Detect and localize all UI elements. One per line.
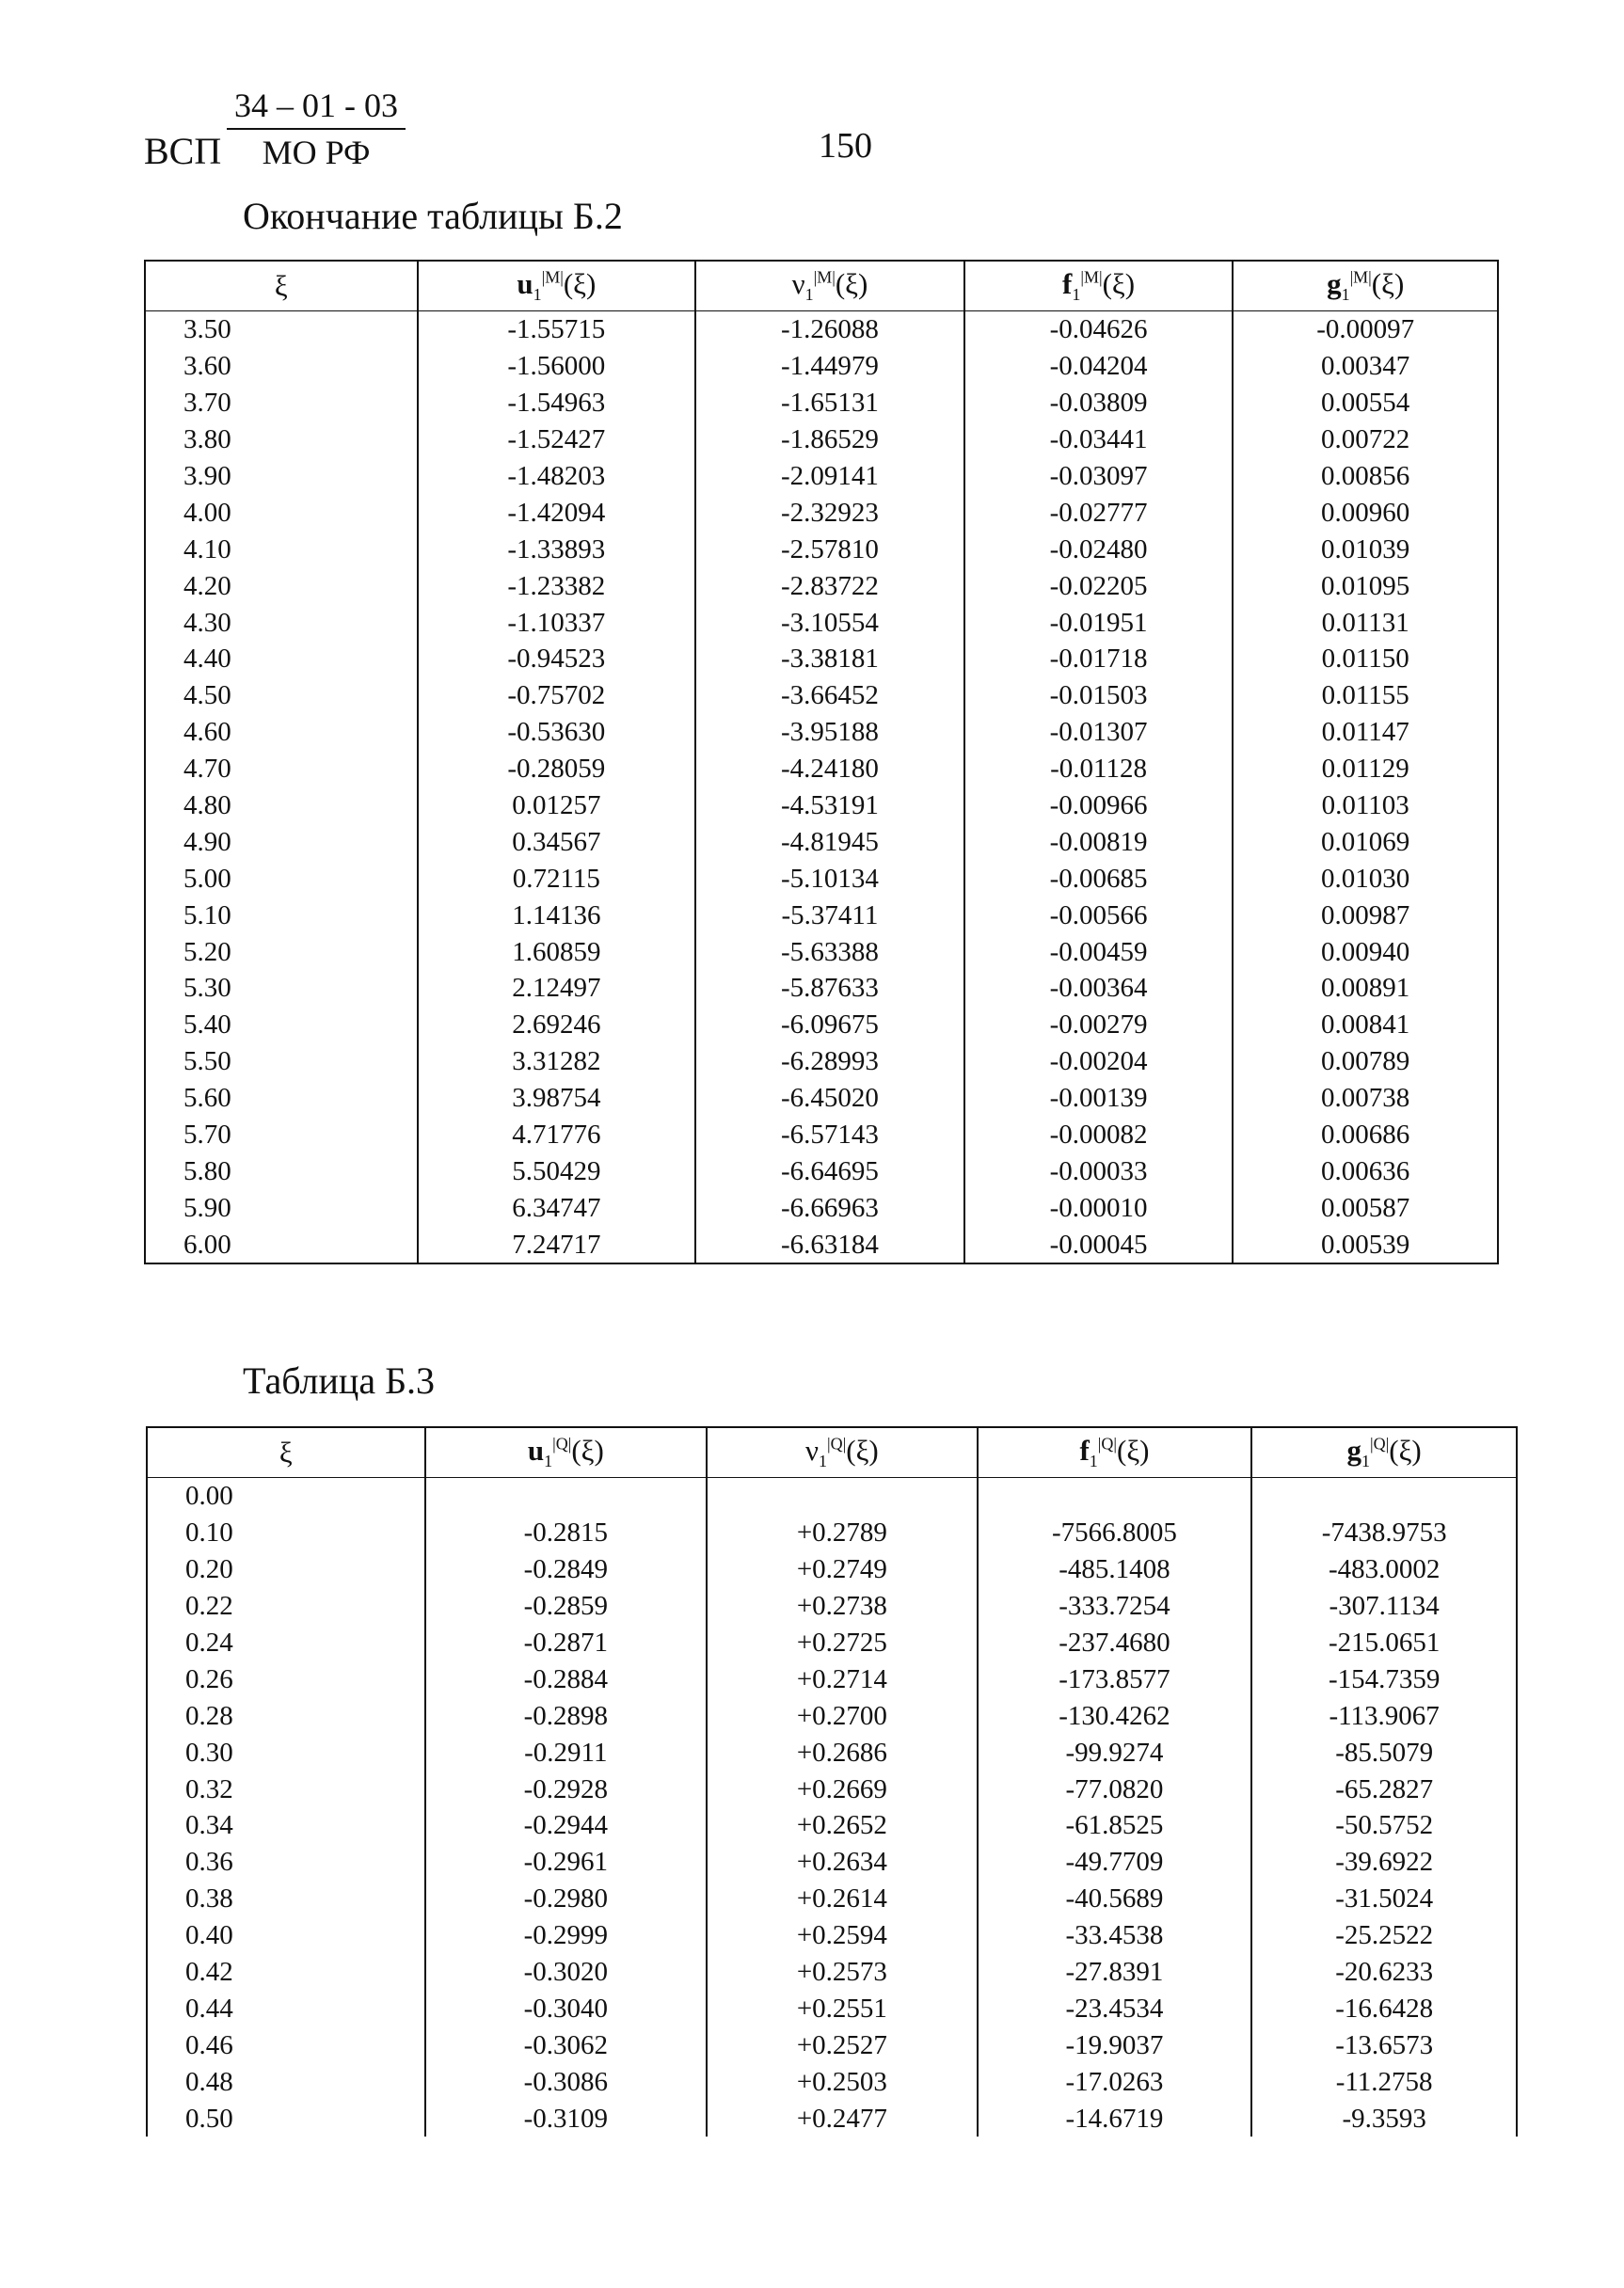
cell-xi: 5.30 (145, 970, 418, 1007)
doc-code-fraction (227, 87, 406, 171)
cell-f: -49.7709 (978, 1844, 1252, 1881)
cell-g: 0.01095 (1233, 567, 1498, 604)
cell-u: -0.2859 (425, 1588, 708, 1625)
cell-g: 0.01155 (1233, 677, 1498, 714)
cell-xi: 3.70 (145, 385, 418, 421)
cell-xi: 0.38 (147, 1881, 425, 1917)
cell-u: -0.3020 (425, 1954, 708, 1991)
table-row (145, 1189, 1498, 1226)
cell-v: +0.2614 (707, 1881, 978, 1917)
cell-f: -0.00010 (964, 1189, 1234, 1226)
column-header-g: $g_1^{|Q|}(\xi)$ (1251, 1427, 1517, 1478)
cell-xi: 0.26 (147, 1660, 425, 1697)
cell-f: -33.4538 (978, 1917, 1252, 1954)
table-row (145, 348, 1498, 385)
cell-f: -0.03809 (964, 385, 1234, 421)
cell-g: 0.00789 (1233, 1043, 1498, 1080)
column-header-g: $g_1^{|M|}(\xi)$ (1233, 261, 1498, 311)
cell-g: 0.00554 (1233, 385, 1498, 421)
cell-g: -154.7359 (1251, 1660, 1517, 1697)
cell-f: -0.01128 (964, 751, 1234, 787)
cell-v: -5.10134 (695, 860, 964, 897)
cell-v: -2.57810 (695, 531, 964, 567)
cell-v: -1.44979 (695, 348, 964, 385)
table-row (145, 823, 1498, 860)
cell-v: +0.2477 (707, 2100, 978, 2137)
cell-g: -16.6428 (1251, 1990, 1517, 2026)
cell-v: -5.37411 (695, 897, 964, 933)
cell-v: -3.10554 (695, 604, 964, 641)
cell-f: -99.9274 (978, 1734, 1252, 1771)
column-header-v: $\nu_1^{|M|}(\xi)$ (695, 261, 964, 311)
cell-v: +0.2669 (707, 1771, 978, 1807)
table-row (147, 1625, 1517, 1661)
cell-xi: 4.30 (145, 604, 418, 641)
column-header-xi: ξ (145, 261, 418, 311)
cell-f (978, 1478, 1252, 1515)
cell-v (707, 1478, 978, 1515)
cell-f: -7566.8005 (978, 1515, 1252, 1551)
cell-g: -113.9067 (1251, 1697, 1517, 1734)
cell-f: -0.01718 (964, 641, 1234, 677)
table-row (145, 970, 1498, 1007)
cell-u: 2.12497 (418, 970, 696, 1007)
column-header-f: $f_1^{|Q|}(\xi)$ (978, 1427, 1252, 1478)
table-row (147, 2063, 1517, 2100)
cell-v: -6.28993 (695, 1043, 964, 1080)
cell-xi: 0.46 (147, 2026, 425, 2063)
cell-xi: 4.80 (145, 787, 418, 824)
cell-xi: 5.50 (145, 1043, 418, 1080)
cell-v: -6.45020 (695, 1080, 964, 1117)
cell-v: -5.63388 (695, 933, 964, 970)
cell-f: -40.5689 (978, 1881, 1252, 1917)
cell-f: -0.00819 (964, 823, 1234, 860)
cell-xi: 0.22 (147, 1588, 425, 1625)
cell-f: -17.0263 (978, 2063, 1252, 2100)
cell-f: -0.00364 (964, 970, 1234, 1007)
cell-u: 3.31282 (418, 1043, 696, 1080)
cell-g: -39.6922 (1251, 1844, 1517, 1881)
cell-v: -6.57143 (695, 1117, 964, 1153)
cell-u: -0.3086 (425, 2063, 708, 2100)
cell-v: -2.83722 (695, 567, 964, 604)
cell-g: 0.00841 (1233, 1007, 1498, 1043)
cell-f: -0.03441 (964, 421, 1234, 458)
cell-u: -0.3109 (425, 2100, 708, 2137)
table-row (147, 1515, 1517, 1551)
table-row (147, 1844, 1517, 1881)
cell-f: -485.1408 (978, 1551, 1252, 1588)
table-b2-body (145, 311, 1498, 1264)
cell-u: -1.10337 (418, 604, 696, 641)
cell-f: -61.8525 (978, 1807, 1252, 1844)
cell-v: +0.2503 (707, 2063, 978, 2100)
column-header-xi: ξ (147, 1427, 425, 1478)
table-row (145, 604, 1498, 641)
table-row (145, 1080, 1498, 1117)
table-row (145, 494, 1498, 531)
cell-xi: 0.44 (147, 1990, 425, 2026)
cell-u: -0.2928 (425, 1771, 708, 1807)
cell-u: -1.48203 (418, 458, 696, 495)
cell-g: 0.00686 (1233, 1117, 1498, 1153)
table-b3-caption: Таблица Б.3 (243, 1359, 436, 1402)
cell-f: -77.0820 (978, 1771, 1252, 1807)
cell-u: 5.50429 (418, 1152, 696, 1189)
cell-xi: 0.10 (147, 1515, 425, 1551)
column-header-v: $\nu_1^{|Q|}(\xi)$ (707, 1427, 978, 1478)
cell-xi: 3.60 (145, 348, 418, 385)
cell-f: -0.00082 (964, 1117, 1234, 1153)
cell-v: +0.2749 (707, 1551, 978, 1588)
cell-xi: 0.20 (147, 1551, 425, 1588)
cell-xi: 4.60 (145, 714, 418, 751)
table-row (145, 1007, 1498, 1043)
cell-g: 0.01103 (1233, 787, 1498, 824)
table-row (145, 860, 1498, 897)
fraction-bar (227, 128, 406, 130)
column-header-u: $u_1^{|M|}(\xi)$ (418, 261, 696, 311)
cell-v: -4.53191 (695, 787, 964, 824)
cell-g: -25.2522 (1251, 1917, 1517, 1954)
table-row (145, 458, 1498, 495)
cell-v: -3.66452 (695, 677, 964, 714)
cell-g: 0.00636 (1233, 1152, 1498, 1189)
cell-xi: 4.10 (145, 531, 418, 567)
table-row (147, 1734, 1517, 1771)
cell-xi: 0.42 (147, 1954, 425, 1991)
table-row (147, 1551, 1517, 1588)
table-row (145, 751, 1498, 787)
cell-u: -1.42094 (418, 494, 696, 531)
cell-f: -14.6719 (978, 2100, 1252, 2137)
cell-f: -0.04626 (964, 311, 1234, 348)
cell-g: 0.00738 (1233, 1080, 1498, 1117)
cell-f: -333.7254 (978, 1588, 1252, 1625)
cell-v: -1.65131 (695, 385, 964, 421)
cell-f: -0.00279 (964, 1007, 1234, 1043)
cell-g: -11.2758 (1251, 2063, 1517, 2100)
cell-u: -0.28059 (418, 751, 696, 787)
cell-f: -0.02205 (964, 567, 1234, 604)
cell-xi: 5.80 (145, 1152, 418, 1189)
cell-u: -0.2898 (425, 1697, 708, 1734)
cell-g: -20.6233 (1251, 1954, 1517, 1991)
cell-xi: 0.40 (147, 1917, 425, 1954)
cell-u: -0.2884 (425, 1660, 708, 1697)
cell-g: 0.00987 (1233, 897, 1498, 933)
cell-g: 0.00722 (1233, 421, 1498, 458)
cell-u: -1.55715 (418, 311, 696, 348)
cell-f: -19.9037 (978, 2026, 1252, 2063)
cell-g: -31.5024 (1251, 1881, 1517, 1917)
cell-g: 0.00539 (1233, 1226, 1498, 1263)
table-row (145, 311, 1498, 348)
cell-v: -1.86529 (695, 421, 964, 458)
cell-g (1251, 1478, 1517, 1515)
cell-u: -1.33893 (418, 531, 696, 567)
cell-v: -6.63184 (695, 1226, 964, 1263)
cell-xi: 4.50 (145, 677, 418, 714)
cell-f: -0.00966 (964, 787, 1234, 824)
cell-f: -0.00459 (964, 933, 1234, 970)
cell-g: 0.01069 (1233, 823, 1498, 860)
cell-xi: 3.50 (145, 311, 418, 348)
cell-v: +0.2634 (707, 1844, 978, 1881)
cell-v: +0.2714 (707, 1660, 978, 1697)
cell-xi: 0.28 (147, 1697, 425, 1734)
cell-v: -1.26088 (695, 311, 964, 348)
table-row (147, 2026, 1517, 2063)
cell-u: 7.24717 (418, 1226, 696, 1263)
cell-v: +0.2738 (707, 1588, 978, 1625)
cell-v: +0.2652 (707, 1807, 978, 1844)
cell-u: 0.34567 (418, 823, 696, 860)
cell-xi: 4.00 (145, 494, 418, 531)
cell-g: -9.3593 (1251, 2100, 1517, 2137)
cell-g: 0.00960 (1233, 494, 1498, 531)
cell-u: -0.94523 (418, 641, 696, 677)
cell-v: -2.09141 (695, 458, 964, 495)
cell-xi: 5.00 (145, 860, 418, 897)
cell-v: -6.09675 (695, 1007, 964, 1043)
cell-u: -0.53630 (418, 714, 696, 751)
cell-u: 0.01257 (418, 787, 696, 824)
cell-xi: 4.70 (145, 751, 418, 787)
cell-u: -0.2961 (425, 1844, 708, 1881)
doc-code-denominator: МО РФ (262, 134, 371, 171)
table-b3 (146, 1426, 1518, 2137)
table-row (145, 714, 1498, 751)
table-row (147, 1881, 1517, 1917)
cell-xi: 0.30 (147, 1734, 425, 1771)
cell-g: 0.01129 (1233, 751, 1498, 787)
cell-v: +0.2594 (707, 1917, 978, 1954)
cell-v: +0.2551 (707, 1990, 978, 2026)
cell-f: -0.02480 (964, 531, 1234, 567)
cell-u: -0.2911 (425, 1734, 708, 1771)
cell-u: -1.23382 (418, 567, 696, 604)
cell-f: -0.00033 (964, 1152, 1234, 1189)
cell-g: -307.1134 (1251, 1588, 1517, 1625)
cell-xi: 0.32 (147, 1771, 425, 1807)
cell-f: -0.00139 (964, 1080, 1234, 1117)
table-row (145, 531, 1498, 567)
cell-g: 0.01150 (1233, 641, 1498, 677)
cell-u: 2.69246 (418, 1007, 696, 1043)
table-row (147, 1807, 1517, 1844)
cell-g: -215.0651 (1251, 1625, 1517, 1661)
cell-v: -3.95188 (695, 714, 964, 751)
cell-xi: 3.90 (145, 458, 418, 495)
column-header-u: $u_1^{|Q|}(\xi)$ (425, 1427, 708, 1478)
cell-u: 1.60859 (418, 933, 696, 970)
table-b2-caption: Окончание таблицы Б.2 (243, 195, 623, 237)
cell-f: -0.01503 (964, 677, 1234, 714)
cell-xi: 5.20 (145, 933, 418, 970)
cell-xi: 0.00 (147, 1478, 425, 1515)
table-row (147, 1771, 1517, 1807)
cell-u: 3.98754 (418, 1080, 696, 1117)
table-row (145, 567, 1498, 604)
table-row (145, 1226, 1498, 1263)
cell-xi: 5.90 (145, 1189, 418, 1226)
table-row (147, 1954, 1517, 1991)
cell-v: -4.81945 (695, 823, 964, 860)
cell-u: -0.75702 (418, 677, 696, 714)
cell-u: -0.2980 (425, 1881, 708, 1917)
cell-f: -0.00566 (964, 897, 1234, 933)
cell-u: 4.71776 (418, 1117, 696, 1153)
cell-u: -0.3040 (425, 1990, 708, 2026)
table-row (145, 897, 1498, 933)
cell-f: -0.04204 (964, 348, 1234, 385)
cell-g: -50.5752 (1251, 1807, 1517, 1844)
page-number: 150 (819, 126, 872, 166)
cell-f: -27.8391 (978, 1954, 1252, 1991)
cell-g: -85.5079 (1251, 1734, 1517, 1771)
cell-g: -65.2827 (1251, 1771, 1517, 1807)
table-row (147, 1697, 1517, 1734)
cell-xi: 4.90 (145, 823, 418, 860)
cell-xi: 0.36 (147, 1844, 425, 1881)
cell-v: +0.2686 (707, 1734, 978, 1771)
cell-v: -6.64695 (695, 1152, 964, 1189)
cell-f: -0.01951 (964, 604, 1234, 641)
cell-xi: 0.24 (147, 1625, 425, 1661)
cell-v: -3.38181 (695, 641, 964, 677)
cell-g: -483.0002 (1251, 1551, 1517, 1588)
cell-xi: 0.48 (147, 2063, 425, 2100)
cell-f: -130.4262 (978, 1697, 1252, 1734)
cell-v: +0.2789 (707, 1515, 978, 1551)
cell-v: +0.2573 (707, 1954, 978, 1991)
cell-g: 0.00347 (1233, 348, 1498, 385)
table-row (145, 641, 1498, 677)
table-b2 (144, 260, 1499, 1264)
cell-v: -5.87633 (695, 970, 964, 1007)
cell-f: -237.4680 (978, 1625, 1252, 1661)
cell-f: -0.00204 (964, 1043, 1234, 1080)
cell-xi: 0.50 (147, 2100, 425, 2137)
cell-xi: 5.10 (145, 897, 418, 933)
cell-v: -2.32923 (695, 494, 964, 531)
cell-f: -23.4534 (978, 1990, 1252, 2026)
table-row (145, 787, 1498, 824)
table-row (145, 1117, 1498, 1153)
cell-g: 0.00891 (1233, 970, 1498, 1007)
cell-g: 0.01147 (1233, 714, 1498, 751)
table-row (145, 1152, 1498, 1189)
cell-g: 0.00940 (1233, 933, 1498, 970)
cell-g: 0.01039 (1233, 531, 1498, 567)
cell-u: -0.2815 (425, 1515, 708, 1551)
cell-g: 0.01030 (1233, 860, 1498, 897)
column-header-f: $f_1^{|M|}(\xi)$ (964, 261, 1234, 311)
cell-g: -13.6573 (1251, 2026, 1517, 2063)
cell-u (425, 1478, 708, 1515)
cell-u: -1.52427 (418, 421, 696, 458)
cell-xi: 5.60 (145, 1080, 418, 1117)
cell-f: -0.02777 (964, 494, 1234, 531)
table-row (147, 1917, 1517, 1954)
cell-u: -0.2849 (425, 1551, 708, 1588)
table-row (145, 677, 1498, 714)
cell-xi: 5.70 (145, 1117, 418, 1153)
table-b3-body (147, 1478, 1517, 2137)
table-header-row (147, 1427, 1517, 1478)
cell-u: -1.56000 (418, 348, 696, 385)
cell-u: -0.2871 (425, 1625, 708, 1661)
table-row (145, 933, 1498, 970)
table-row (147, 2100, 1517, 2137)
table-row (145, 1043, 1498, 1080)
cell-g: 0.01131 (1233, 604, 1498, 641)
cell-f: -173.8577 (978, 1660, 1252, 1697)
cell-xi: 3.80 (145, 421, 418, 458)
cell-xi: 0.34 (147, 1807, 425, 1844)
cell-u: -1.54963 (418, 385, 696, 421)
cell-u: -0.3062 (425, 2026, 708, 2063)
table-row (145, 421, 1498, 458)
cell-xi: 6.00 (145, 1226, 418, 1263)
doc-code-prefix: ВСП (144, 130, 222, 172)
cell-f: -0.01307 (964, 714, 1234, 751)
cell-v: -4.24180 (695, 751, 964, 787)
cell-xi: 4.20 (145, 567, 418, 604)
cell-u: 0.72115 (418, 860, 696, 897)
cell-u: 6.34747 (418, 1189, 696, 1226)
table-row (147, 1478, 1517, 1515)
cell-v: +0.2527 (707, 2026, 978, 2063)
cell-u: -0.2999 (425, 1917, 708, 1954)
cell-f: -0.00685 (964, 860, 1234, 897)
cell-xi: 4.40 (145, 641, 418, 677)
cell-f: -0.00045 (964, 1226, 1234, 1263)
cell-v: +0.2700 (707, 1697, 978, 1734)
table-row (147, 1660, 1517, 1697)
table-header-row (145, 261, 1498, 311)
cell-f: -0.03097 (964, 458, 1234, 495)
table-row (147, 1990, 1517, 2026)
table-row (145, 385, 1498, 421)
table-row (147, 1588, 1517, 1625)
cell-v: +0.2725 (707, 1625, 978, 1661)
cell-u: 1.14136 (418, 897, 696, 933)
cell-g: -7438.9753 (1251, 1515, 1517, 1551)
cell-g: -0.00097 (1233, 311, 1498, 348)
doc-code-numerator: 34 – 01 - 03 (234, 87, 398, 124)
cell-v: -6.66963 (695, 1189, 964, 1226)
cell-xi: 5.40 (145, 1007, 418, 1043)
cell-g: 0.00856 (1233, 458, 1498, 495)
cell-u: -0.2944 (425, 1807, 708, 1844)
cell-g: 0.00587 (1233, 1189, 1498, 1226)
